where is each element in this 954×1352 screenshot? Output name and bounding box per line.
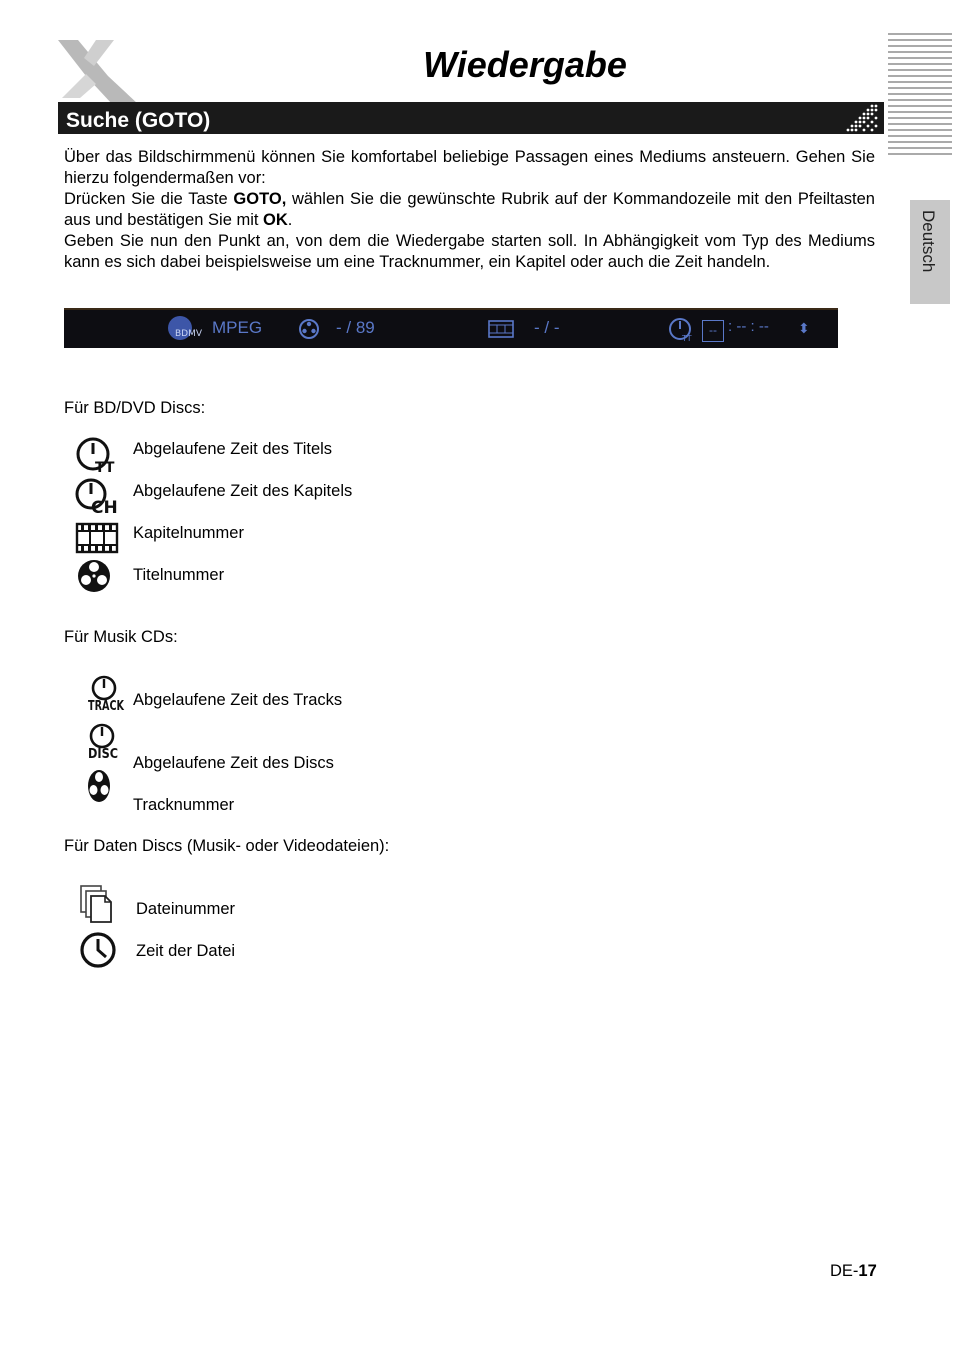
reel-icon — [76, 558, 112, 594]
svg-text:TRACK: TRACK — [88, 699, 125, 714]
osd-format: MPEG — [212, 318, 263, 337]
clock-disc-icon — [86, 722, 120, 760]
clock-icon — [79, 931, 117, 969]
reel-icon — [86, 768, 112, 804]
bdmv-disc-icon — [166, 314, 202, 342]
osd-title-value: - / 89 — [336, 318, 375, 337]
clock-track-icon — [86, 674, 126, 712]
film-strip-icon — [76, 523, 118, 553]
list-item: Kapitelnummer — [133, 524, 244, 542]
bd-dvd-heading: Für BD/DVD Discs: — [64, 399, 206, 417]
osd-time-rest: : -- : -- — [728, 318, 769, 335]
page-title: Wiedergabe — [423, 44, 627, 85]
list-item: Abgelaufene Zeit des Titels — [133, 440, 333, 458]
list-item: Abgelaufene Zeit des Tracks — [133, 691, 343, 709]
list-item: Dateinummer — [136, 900, 236, 918]
language-tab — [910, 200, 950, 304]
list-item: Tracknummer — [133, 796, 235, 814]
svg-text:DISC: DISC — [88, 747, 118, 762]
intro-paragraph-3: Geben Sie nun den Punkt an, von dem die Wiedergabe starten soll. In Abhängigkeit vom Typ des Mediums kann es sich dabei beispielsweise um eine Tracknummer, ein Kapitel oder auch die Zeit handeln. — [64, 232, 875, 271]
svg-text:TT: TT — [682, 334, 692, 343]
chapter-film-icon — [488, 320, 514, 338]
music-cd-heading: Für Musik CDs: — [64, 628, 178, 646]
page-number: DE-17 — [830, 1262, 877, 1280]
disc-badge-text: BDMV — [175, 329, 203, 339]
goto-osd-bar — [64, 308, 838, 348]
intro-paragraph-1: Über das Bildschirmmenü können Sie komfortabel beliebige Passagen eines Mediums ansteuern. Gehen Sie hierzu folgendermaßen vor: — [64, 148, 875, 187]
svg-text:CH: CH — [91, 498, 118, 518]
osd-up-down-arrows[interactable]: ⬍ — [798, 320, 810, 336]
svg-text:TT: TT — [95, 460, 115, 476]
osd-time-input[interactable]: -- — [702, 320, 724, 342]
time-clock-icon — [668, 317, 696, 343]
section-header-bar — [58, 102, 884, 134]
files-icon — [78, 884, 116, 924]
intro-text — [64, 147, 875, 273]
intro-paragraph-2: Drücken Sie die Taste GOTO, wählen Sie die gewünschte Rubrik auf der Kommandozeile mit den Pfeiltasten aus und bestätigen Sie mit OK. — [64, 190, 875, 229]
clock-ch-icon — [75, 477, 121, 518]
clock-tt-icon — [75, 436, 117, 474]
list-item: Zeit der Datei — [136, 942, 236, 960]
dot-pattern-decoration — [842, 102, 882, 134]
title-reel-icon — [298, 318, 320, 340]
list-item: Abgelaufene Zeit des Kapitels — [133, 482, 353, 500]
language-label: Deutsch — [919, 210, 938, 273]
osd-chapter-value: - / - — [534, 318, 560, 337]
list-item: Abgelaufene Zeit des Discs — [133, 754, 334, 772]
section-title: Suche (GOTO) — [66, 109, 211, 132]
data-disc-heading: Für Daten Discs (Musik- oder Videodateien): — [64, 837, 390, 855]
brand-logo — [56, 38, 156, 104]
list-item: Titelnummer — [133, 566, 225, 584]
decorative-stripes — [888, 30, 952, 160]
